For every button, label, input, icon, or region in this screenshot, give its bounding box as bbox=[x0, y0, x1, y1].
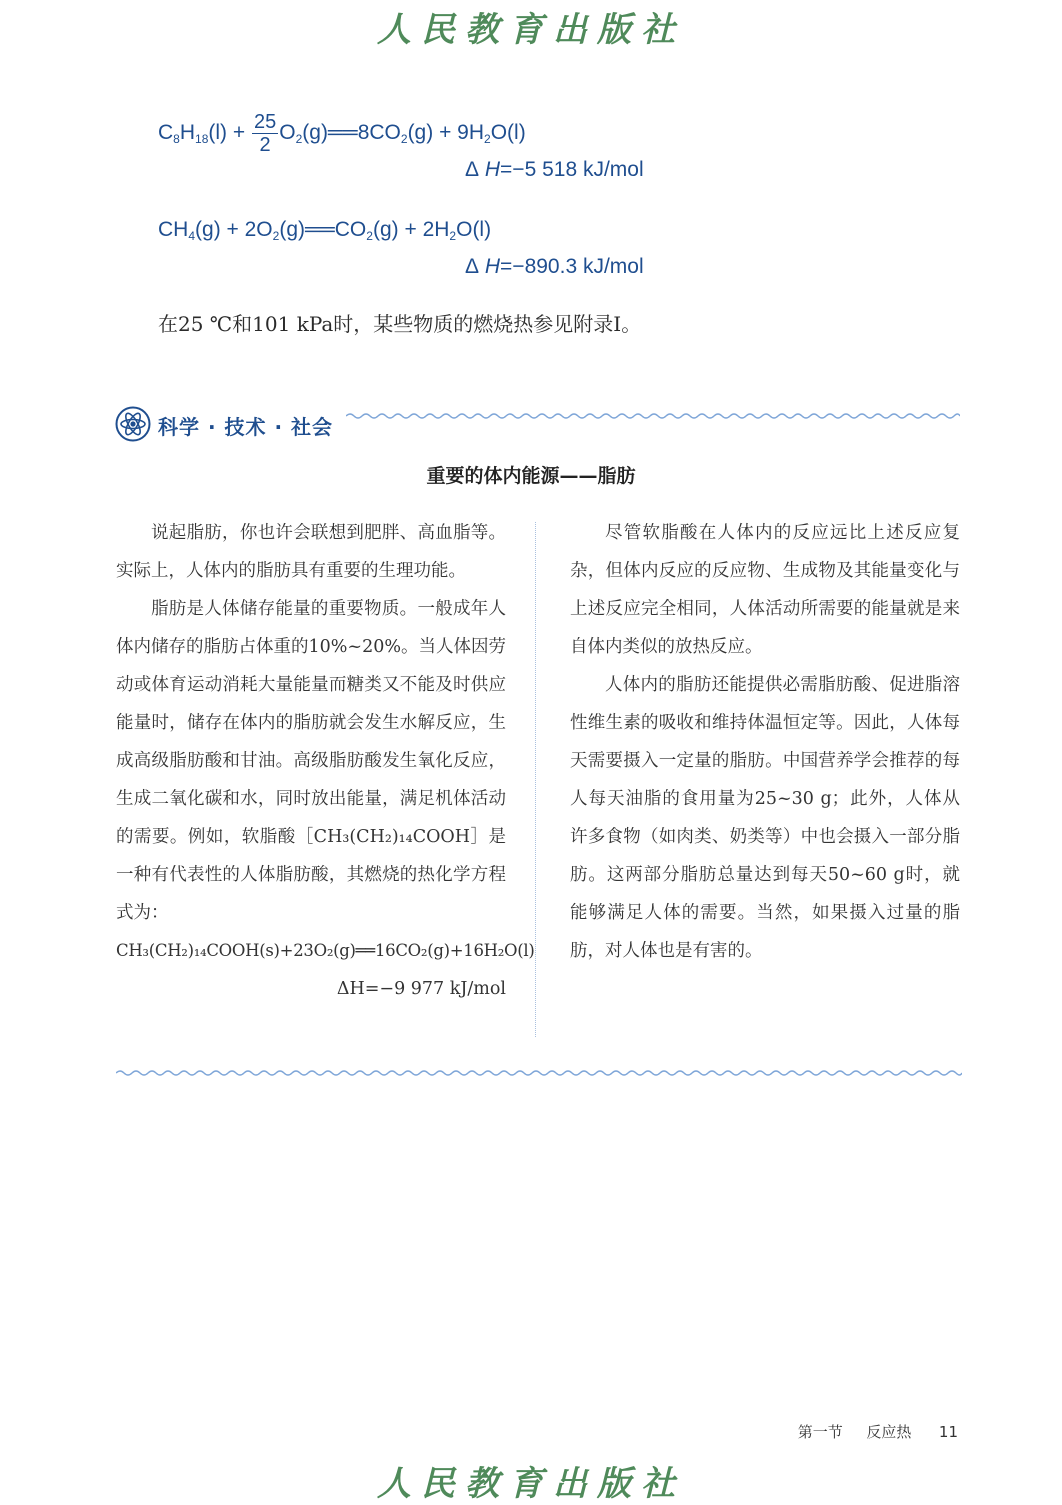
right-paragraph-2: 人体内的脂肪还能提供必需脂肪酸、促进脂溶性维生素的吸收和维持体温恒定等。因此，人体每天需要摄入一定量的脂肪。中国营养学会推荐的每人每天油脂的食用量为25~30 g；此外，人体从许多食物（如肉类、奶类等）中也会摄入一部分脂肪。这两部分脂肪总量达到每天50~60 g时，就能够满足人体的需要。当然，如果摄入过量的脂肪，对人体也是有害的。 bbox=[570, 675, 960, 961]
methane-enthalpy: Δ H=−890.3 kJ/mol bbox=[465, 255, 644, 278]
left-paragraph-2: 脂肪是人体储存能量的重要物质。一般成年人体内储存的脂肪占体重的10%~20%。当人体因劳动或体育运动消耗大量能量而糖类又不能及时供应能量时，储存在体内的脂肪就会发生水解反应，生成高级脂肪酸和甘油。高级脂肪酸发生氧化反应，生成二氧化碳和水，同时放出能量，满足机体活动的需要。例如，软脂酸［CH₃(CH₂)₁₄COOH］是一种有代表性的人体脂肪酸，其燃烧的热化学方程式为： bbox=[116, 599, 506, 923]
right-paragraph-1: 尽管软脂酸在人体内的反应远比上述反应复杂，但体内反应的反应物、生成物及其能量变化与上述反应完全相同，人体活动所需要的能量就是来自体内类似的放热反应。 bbox=[570, 523, 960, 657]
wave-divider-top bbox=[346, 411, 960, 421]
octane-enthalpy: Δ H=−5 518 kJ/mol bbox=[465, 158, 644, 181]
publisher-watermark-bottom: 人民教育出版社 bbox=[377, 1464, 685, 1504]
atom-icon bbox=[115, 406, 151, 442]
fraction: $\frac{25}{2}$ bbox=[253, 111, 277, 156]
page-footer bbox=[798, 1421, 958, 1442]
appendix-note: 在25 ℃和101 kPa时，某些物质的燃烧热参见附录Ⅰ。 bbox=[158, 312, 642, 336]
page-number: 11 bbox=[938, 1423, 958, 1441]
left-column bbox=[116, 514, 535, 1008]
footer-chapter-topic: 反应热 bbox=[866, 1423, 912, 1441]
palmitic-acid-enthalpy: ΔH=−9 977 kJ/mol bbox=[336, 979, 506, 999]
right-column bbox=[570, 514, 960, 970]
column-separator bbox=[535, 522, 536, 1037]
left-paragraph-1: 说起脂肪，你也许会联想到肥胖、高血脂等。实际上，人体内的脂肪具有重要的生理功能。 bbox=[116, 523, 506, 581]
methane-combustion-equation: $CH_4(g)$ + $2O_2(g)══CO_2(g) + 2H_2O(l)$ bbox=[158, 218, 492, 243]
publisher-watermark-top: 人民教育出版社 bbox=[377, 10, 685, 50]
section-title: 科学 · 技术 · 社会 bbox=[158, 415, 334, 439]
wave-divider-bottom bbox=[116, 1068, 962, 1078]
octane-combustion-equation: $C_8H_{18}(l)$ + $\frac{25}{2}$ $O_2(g)══8CO_2(g) + 9H_2O(l)$ bbox=[158, 111, 526, 156]
footer-section-label: 第一节 bbox=[797, 1423, 843, 1441]
palmitic-acid-equation: CH₃(CH₂)₁₄COOH(s)+23O₂(g)══16CO₂(g)+16H₂O(l) bbox=[116, 941, 535, 960]
article-title: 重要的体内能源——脂肪 bbox=[426, 465, 636, 487]
